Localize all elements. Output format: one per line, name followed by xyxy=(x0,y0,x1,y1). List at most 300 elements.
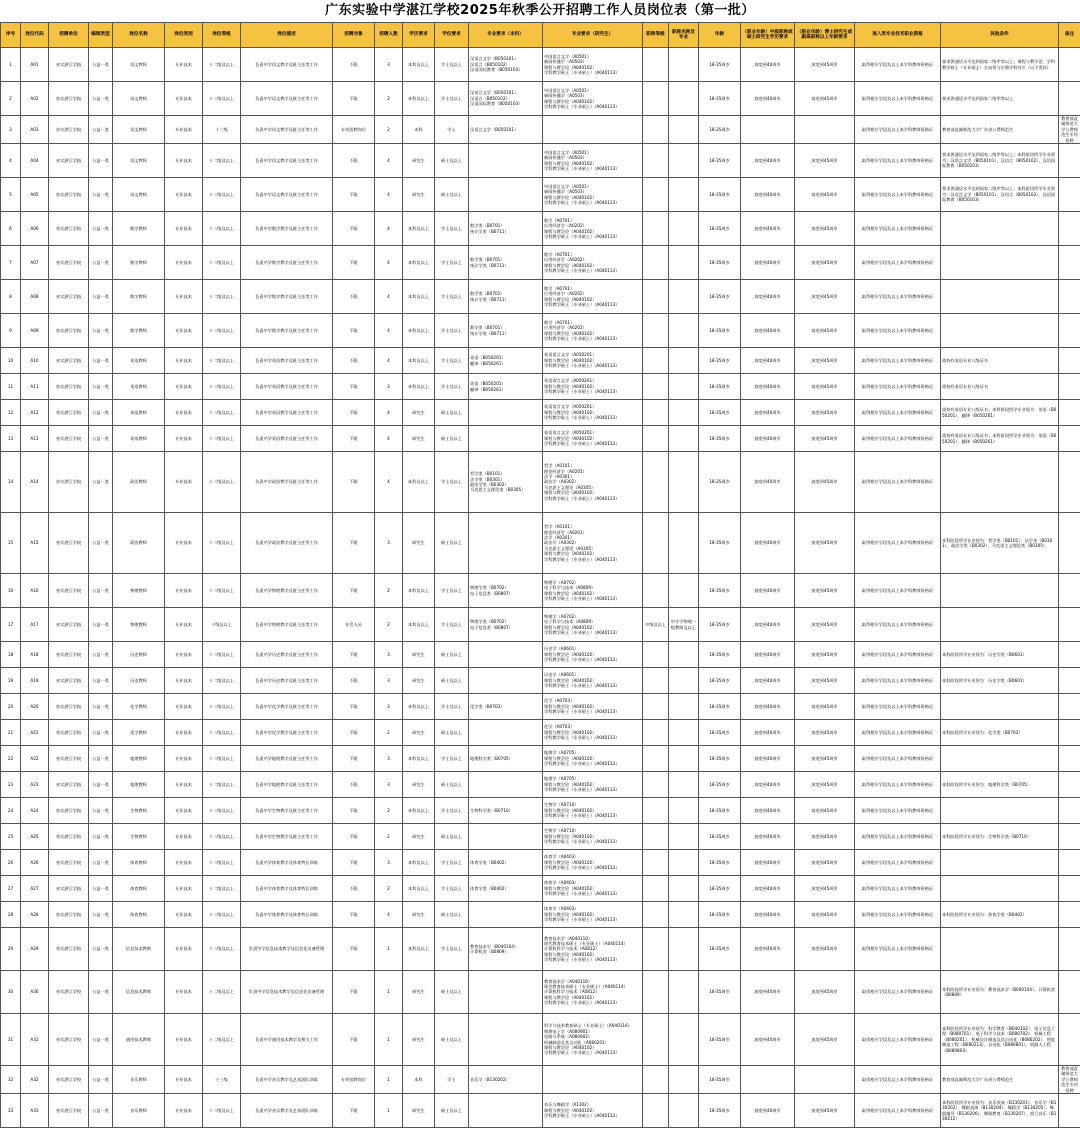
table-cell xyxy=(1059,246,1080,280)
table-cell: 本科及以上 xyxy=(403,746,435,772)
table-cell xyxy=(543,116,643,144)
table-cell: 社会人员 xyxy=(333,608,375,642)
table-cell: 本科阶段所学专业须为：科学教育（B040102）、电子信息工程（B080701）、电子科学与技术（B080702）、机械工程（B080201）、机械设计制造及其自动化（B080202）、智能制造工程（B080213）、自动化（B080801）、机器人工程（B080803） xyxy=(941,1014,1059,1066)
table-cell: 十二级及以上 xyxy=(203,513,241,574)
table-cell: 教育部直属师范大学公费师范生专项招聘 xyxy=(1059,1066,1080,1094)
table-cell: 化学教师 xyxy=(113,694,165,720)
table-cell: 18-35周岁 xyxy=(699,82,741,116)
table-cell: 取得相应学段及以上本学科教师资格证 xyxy=(855,824,941,850)
table-body xyxy=(1,48,1080,1128)
table-cell: 专业技术 xyxy=(165,971,203,1014)
table-cell: 公益一类 xyxy=(89,772,113,798)
table-cell: 公益一类 xyxy=(89,144,113,178)
table-cell: 学士及以上 xyxy=(435,82,469,116)
table-cell: A17 xyxy=(21,608,49,642)
table-cell: 学士及以上 xyxy=(435,212,469,246)
table-cell: 省实湛江学校 xyxy=(49,746,89,772)
table-cell: 负责中学通用技术教学及相关工作 xyxy=(241,1014,333,1066)
table-cell xyxy=(669,48,699,82)
table-cell: 省实湛江学校 xyxy=(49,772,89,798)
table-cell: 18-35周岁 xyxy=(699,798,741,824)
table-cell: 31 xyxy=(1,1014,21,1066)
table-cell: 不限 xyxy=(333,850,375,876)
table-cell: 十二级及以上 xyxy=(203,452,241,513)
table-cell: 专业技术 xyxy=(165,798,203,824)
table-cell: 取得相应学段及以上本学科教师资格证 xyxy=(855,720,941,746)
table-cell xyxy=(941,212,1059,246)
table-cell xyxy=(669,971,699,1014)
table-cell: 18-35周岁 xyxy=(699,746,741,772)
table-cell: 14 xyxy=(1,452,21,513)
table-cell: 不限 xyxy=(333,144,375,178)
table-cell: 学士及以上 xyxy=(435,876,469,902)
table-cell: 4 xyxy=(375,902,403,928)
table-cell: 专业技术 xyxy=(165,246,203,280)
table-cell xyxy=(643,850,669,876)
table-cell: 体育教师 xyxy=(113,902,165,928)
table-cell: 本科及以上 xyxy=(403,452,435,513)
table-cell: 26 xyxy=(1,850,21,876)
table-cell xyxy=(643,212,669,246)
table-cell: 16 xyxy=(1,574,21,608)
table-cell: 放宽到45周岁 xyxy=(795,971,855,1014)
column-header: 专业要求（研究生） xyxy=(543,23,643,48)
table-cell: 1 xyxy=(375,1066,403,1094)
table-cell: 3 xyxy=(375,48,403,82)
table-cell: 专业技术 xyxy=(165,314,203,348)
table-cell: 十二级及以上 xyxy=(203,668,241,694)
table-cell: 硕士及以上 xyxy=(435,513,469,574)
table-cell xyxy=(643,642,669,668)
table-cell xyxy=(469,642,543,668)
table-cell: 负责中学英语教学及班主任等工作 xyxy=(241,348,333,374)
table-cell: 十二级及以上 xyxy=(203,574,241,608)
table-cell xyxy=(1059,513,1080,574)
table-cell: 取得相应学段及以上本学科教师资格证 xyxy=(855,314,941,348)
table-cell: 学士及以上 xyxy=(435,374,469,400)
table-cell: 省实湛江学校 xyxy=(49,246,89,280)
table-cell: 公益一类 xyxy=(89,348,113,374)
table-cell: 中小学物理一级教师及以上 xyxy=(669,608,699,642)
table-cell: 专业技术 xyxy=(165,694,203,720)
table-cell: 放宽到40周岁 xyxy=(741,1094,795,1128)
table-cell: 十二级及以上 xyxy=(203,971,241,1014)
table-cell: 放宽到45周岁 xyxy=(795,246,855,280)
table-cell: 负责中学英语教学及班主任等工作 xyxy=(241,374,333,400)
table-cell: 历史学（A0601） 课程与教学论（A040102） 学科教学硕士（专业硕士）（A040113） xyxy=(543,642,643,668)
column-header: 岗位类别 xyxy=(165,23,203,48)
table-cell: 取得相应学段及以上本学科教师资格证 xyxy=(855,144,941,178)
table-cell: 研究生 xyxy=(403,144,435,178)
table-cell: A19 xyxy=(21,668,49,694)
table-cell: 放宽到40周岁 xyxy=(741,850,795,876)
table-cell: 数学类（B0701） 统计学类（B0711） xyxy=(469,246,543,280)
table-cell: 放宽到40周岁 xyxy=(741,928,795,971)
table-cell: 哲学（A0101） 理论经济学（A0201） 法学（A0301） 政治学（A0302） 马克思主义理论（A0305） 课程与教学论（A040102） 学科教学硕士（专业硕士）（A040113） xyxy=(543,513,643,574)
table-cell: A31 xyxy=(21,1014,49,1066)
table-cell: 负责中学数学教学及班主任等工作 xyxy=(241,212,333,246)
column-header: （职业年龄）中级职称或硕士研究生学历要求 xyxy=(741,23,795,48)
table-cell: 研究生 xyxy=(403,824,435,850)
table-row xyxy=(1,928,1080,971)
table-cell: 取得相应学段及以上本学科教师资格证 xyxy=(855,374,941,400)
table-cell: 数学教师 xyxy=(113,212,165,246)
table-row xyxy=(1,426,1080,452)
table-cell xyxy=(1059,824,1080,850)
table-cell: 十二级及以上 xyxy=(203,902,241,928)
table-cell: 2 xyxy=(375,876,403,902)
table-cell xyxy=(669,720,699,746)
table-cell: 取得相应学段及以上本学科教师资格证 xyxy=(855,400,941,426)
table-cell: 放宽到40周岁 xyxy=(741,798,795,824)
table-cell xyxy=(669,1094,699,1128)
table-cell: 音乐教师 xyxy=(113,1094,165,1128)
column-header: 职称等级 xyxy=(643,23,669,48)
table-cell: 公益一类 xyxy=(89,824,113,850)
table-cell: 专项招聘岗位 xyxy=(333,116,375,144)
table-cell: 省实湛江学校 xyxy=(49,1014,89,1066)
table-cell: 负责中学物理教学及班主任等工作 xyxy=(241,608,333,642)
table-cell xyxy=(1059,694,1080,720)
table-cell: 不限 xyxy=(333,574,375,608)
table-cell: 公益一类 xyxy=(89,513,113,574)
table-cell: 取得相应学段及以上本学科教师资格证 xyxy=(855,513,941,574)
table-cell: 不限 xyxy=(333,1094,375,1128)
table-cell: 省实湛江学校 xyxy=(49,212,89,246)
table-cell: A30 xyxy=(21,971,49,1014)
table-cell xyxy=(669,426,699,452)
table-cell: 放宽到40周岁 xyxy=(741,824,795,850)
table-cell: 十二级及以上 xyxy=(203,798,241,824)
column-header: 岗位名称 xyxy=(113,23,165,48)
table-cell: 十三级 xyxy=(203,116,241,144)
table-cell: A24 xyxy=(21,798,49,824)
table-cell: 本科阶段所学专业须为：地理科学类（B0705） xyxy=(941,772,1059,798)
table-cell: 2 xyxy=(375,116,403,144)
table-row xyxy=(1,1094,1080,1128)
table-cell: 英语教师 xyxy=(113,348,165,374)
column-header: 其他条件 xyxy=(941,23,1059,48)
table-cell: A10 xyxy=(21,348,49,374)
table-cell: 放宽到45周岁 xyxy=(795,452,855,513)
table-cell: 放宽到45周岁 xyxy=(795,1014,855,1066)
table-cell: 6 xyxy=(1,212,21,246)
table-cell: 18-35周岁 xyxy=(699,902,741,928)
table-cell: 取得相应学段及以上本学科教师资格证 xyxy=(855,178,941,212)
table-cell: 3 xyxy=(375,374,403,400)
table-cell: 取得相应学段及以上本学科教师资格证 xyxy=(855,694,941,720)
table-cell: 放宽到40周岁 xyxy=(741,212,795,246)
table-cell: A09 xyxy=(21,314,49,348)
table-cell: 本科及以上 xyxy=(403,928,435,971)
table-row xyxy=(1,144,1080,178)
header-row xyxy=(1,23,1080,48)
table-cell: 中国语言文学（A0501） 新闻传播学（A0503） 课程与教学论（A040102） 学科教学硕士（专业硕士）（A040113） xyxy=(543,178,643,212)
table-cell: 硕士及以上 xyxy=(435,178,469,212)
table-cell: 语文教师 xyxy=(113,144,165,178)
table-cell xyxy=(669,642,699,668)
table-cell: 不限 xyxy=(333,246,375,280)
table-cell: 放宽到45周岁 xyxy=(795,82,855,116)
table-cell: 十二级及以上 xyxy=(203,772,241,798)
table-cell: 本科阶段所学专业须为：教育技术学（B040104）、计算机类（B0809） xyxy=(941,971,1059,1014)
table-cell: 专项招聘岗位 xyxy=(333,1066,375,1094)
table-cell: 2 xyxy=(375,824,403,850)
table-cell xyxy=(1059,971,1080,1014)
table-cell: 放宽到45周岁 xyxy=(795,876,855,902)
table-cell: A32 xyxy=(21,1066,49,1094)
table-cell: A08 xyxy=(21,280,49,314)
table-cell: 省实湛江学校 xyxy=(49,608,89,642)
table-cell xyxy=(1059,314,1080,348)
table-cell: 放宽到45周岁 xyxy=(795,178,855,212)
table-row xyxy=(1,694,1080,720)
table-cell: 放宽到45周岁 xyxy=(795,144,855,178)
table-cell: A18 xyxy=(21,642,49,668)
table-cell: 英语教师 xyxy=(113,400,165,426)
table-cell: 本科阶段所学专业须为：生物科学类（B0710） xyxy=(941,824,1059,850)
column-header: 岗位代码 xyxy=(21,23,49,48)
table-cell xyxy=(1059,82,1080,116)
table-cell: 硕士及以上 xyxy=(435,426,469,452)
table-cell: 公益一类 xyxy=(89,574,113,608)
table-row xyxy=(1,824,1080,850)
table-cell: 硕士及以上 xyxy=(435,971,469,1014)
table-cell xyxy=(941,452,1059,513)
table-cell: 18-35周岁 xyxy=(699,280,741,314)
table-cell: 十二级及以上 xyxy=(203,850,241,876)
table-cell: 教育技术学（A040110） 现代教育技术硕士（专业硕士）（A040114） 计算机科学与技术（A0812） 课程与教学论（A040102） 学科教学硕士（专业硕士）（A040113） xyxy=(543,971,643,1014)
table-cell: A29 xyxy=(21,928,49,971)
table-cell: 省实湛江学校 xyxy=(49,798,89,824)
table-cell: 英语教师 xyxy=(113,426,165,452)
table-cell: 本科 xyxy=(403,1066,435,1094)
table-cell: 24 xyxy=(1,798,21,824)
table-cell xyxy=(1059,876,1080,902)
table-cell: 研究生 xyxy=(403,178,435,212)
table-cell xyxy=(669,314,699,348)
table-cell xyxy=(469,400,543,426)
positions-table xyxy=(0,22,1080,1128)
table-cell: 本科阶段所学专业须为：化学类（B0703） xyxy=(941,720,1059,746)
table-cell xyxy=(643,280,669,314)
table-cell: 物理学类（B0702） 电子信息类（B0807） xyxy=(469,574,543,608)
table-cell: 22 xyxy=(1,746,21,772)
table-cell: 公益一类 xyxy=(89,876,113,902)
table-cell xyxy=(941,928,1059,971)
table-cell: 不限 xyxy=(333,513,375,574)
table-cell xyxy=(643,144,669,178)
table-cell xyxy=(795,1066,855,1094)
table-cell xyxy=(469,902,543,928)
table-cell: 不限 xyxy=(333,82,375,116)
table-cell xyxy=(669,772,699,798)
table-cell xyxy=(643,400,669,426)
table-cell: 放宽到40周岁 xyxy=(741,82,795,116)
table-cell: 18-35周岁 xyxy=(699,246,741,280)
table-row xyxy=(1,280,1080,314)
table-cell: 中国语言文学（A0501） 新闻传播学（A0503） 课程与教学论（A040102） 学科教学硕士（专业硕士）（A040113） xyxy=(543,82,643,116)
table-cell: 4 xyxy=(375,400,403,426)
table-cell: 十二级及以上 xyxy=(203,82,241,116)
table-cell: 18-35周岁 xyxy=(699,374,741,400)
table-cell: 硕士及以上 xyxy=(435,642,469,668)
table-cell xyxy=(643,426,669,452)
table-cell: 不限 xyxy=(333,280,375,314)
table-cell: 负责中学数学教学及班主任等工作 xyxy=(241,246,333,280)
table-cell: 23 xyxy=(1,772,21,798)
table-cell: 不限 xyxy=(333,426,375,452)
table-row xyxy=(1,574,1080,608)
table-cell: A27 xyxy=(21,876,49,902)
table-cell: 学士及以上 xyxy=(435,280,469,314)
table-cell xyxy=(941,876,1059,902)
table-cell: 十二级及以上 xyxy=(203,348,241,374)
table-cell xyxy=(669,246,699,280)
table-cell: 十二级及以上 xyxy=(203,824,241,850)
table-cell: 9 xyxy=(1,314,21,348)
table-cell: 本科及以上 xyxy=(403,348,435,374)
table-cell xyxy=(669,876,699,902)
table-cell: 取得相应学段及以上本学科教师资格证 xyxy=(855,116,941,144)
table-cell: 25 xyxy=(1,824,21,850)
table-cell: 省实湛江学校 xyxy=(49,280,89,314)
table-cell: 取得相应学段及以上本学科教师资格证 xyxy=(855,426,941,452)
table-cell: 硕士及以上 xyxy=(435,144,469,178)
table-cell: 语文教师 xyxy=(113,48,165,82)
column-header: 招聘对象 xyxy=(333,23,375,48)
table-cell xyxy=(669,746,699,772)
table-cell xyxy=(669,374,699,400)
table-cell xyxy=(669,1014,699,1066)
table-cell: 不限 xyxy=(333,642,375,668)
table-cell: 18-35周岁 xyxy=(699,1066,741,1094)
table-cell: 十二级及以上 xyxy=(203,400,241,426)
table-cell: 学士 xyxy=(435,116,469,144)
table-cell: 公益一类 xyxy=(89,902,113,928)
table-cell: 负责中学信息技术教学及信息化设备管理 xyxy=(241,928,333,971)
table-cell xyxy=(795,116,855,144)
table-cell: 学士及以上 xyxy=(435,574,469,608)
table-cell: 不限 xyxy=(333,48,375,82)
table-cell: 取得相应学段及以上本学科教师资格证 xyxy=(855,1014,941,1066)
table-cell: 数学类（B0701） 统计学类（B0711） xyxy=(469,280,543,314)
table-cell: 放宽到45周岁 xyxy=(795,513,855,574)
table-cell: 公益一类 xyxy=(89,314,113,348)
table-cell xyxy=(643,1066,669,1094)
table-cell: 公益一类 xyxy=(89,280,113,314)
table-cell: 放宽到45周岁 xyxy=(795,1094,855,1128)
table-cell: 32 xyxy=(1,1066,21,1094)
table-cell: 取得相应学段及以上本学科教师资格证 xyxy=(855,798,941,824)
table-cell: 专业技术 xyxy=(165,850,203,876)
table-cell: 取得相应学段及以上本学科教师资格证 xyxy=(855,246,941,280)
table-cell: 地理科学类（B0705） xyxy=(469,746,543,772)
table-cell xyxy=(643,928,669,971)
table-row xyxy=(1,212,1080,246)
table-cell: 体育学（A0403） 课程与教学论（A040102） 学科教学硕士（专业硕士）（A040113） xyxy=(543,876,643,902)
column-header: 序号 xyxy=(1,23,21,48)
column-header: 学历要求 xyxy=(403,23,435,48)
table-row xyxy=(1,400,1080,426)
table-cell: 专业技术 xyxy=(165,876,203,902)
table-cell: 生物教师 xyxy=(113,824,165,850)
table-cell xyxy=(469,513,543,574)
table-cell: 数学类（B0701） 统计学类（B0711） xyxy=(469,314,543,348)
table-cell: 硕士及以上 xyxy=(435,902,469,928)
table-cell xyxy=(643,720,669,746)
table-cell xyxy=(643,971,669,1014)
table-cell: 需持有英语专业八级证书；本科阶段所学专业须为：英语（B050201）、翻译（B050261） xyxy=(941,400,1059,426)
table-cell: 生物科学类（B0710） xyxy=(469,798,543,824)
table-cell: 放宽到45周岁 xyxy=(795,400,855,426)
table-cell: 4 xyxy=(375,246,403,280)
table-cell xyxy=(1059,668,1080,694)
table-cell xyxy=(669,574,699,608)
table-cell xyxy=(643,348,669,374)
table-cell: 放宽到45周岁 xyxy=(795,668,855,694)
column-header: 招聘单位 xyxy=(49,23,89,48)
table-cell: 省实湛江学校 xyxy=(49,374,89,400)
table-cell: 3 xyxy=(375,642,403,668)
table-cell: 7 xyxy=(1,246,21,280)
table-cell: 放宽到40周岁 xyxy=(741,876,795,902)
table-cell xyxy=(1059,452,1080,513)
table-cell: 本科阶段所学专业须为：音乐表演（B130201）、音乐学（B130202）、舞蹈表演（B130204）、舞蹈学（B130205）、舞蹈编导（B130206）、舞蹈教育（B130207）、流行音乐（B130212） xyxy=(941,1094,1059,1128)
table-cell: 语文教师 xyxy=(113,116,165,144)
table-cell: 负责中学历史教学及班主任等工作 xyxy=(241,642,333,668)
table-cell: 数学（A0701） 应用经济学（A0202） 课程与教学论（A040102） 学科教学硕士（专业硕士）（A040113） xyxy=(543,212,643,246)
table-cell: 公益一类 xyxy=(89,1014,113,1066)
table-cell: 放宽到45周岁 xyxy=(795,824,855,850)
table-cell: 教育技术学（A040110） 现代教育技术硕士（专业硕士）（A040114） 计算机科学与技术（A0812） 课程与教学论（A040102） 学科教学硕士（专业硕士）（A040113） xyxy=(543,928,643,971)
column-header: 编制类型 xyxy=(89,23,113,48)
table-cell: 放宽到40周岁 xyxy=(741,642,795,668)
table-cell: 放宽到45周岁 xyxy=(795,212,855,246)
table-cell: 本科及以上 xyxy=(403,694,435,720)
table-cell: 取得相应学段及以上本学科教师资格证 xyxy=(855,772,941,798)
table-cell xyxy=(643,772,669,798)
table-cell xyxy=(643,178,669,212)
table-cell xyxy=(643,314,669,348)
table-cell: 18-35周岁 xyxy=(699,876,741,902)
table-cell: 取得相应学段及以上本学科教师资格证 xyxy=(855,212,941,246)
table-cell: 省实湛江学校 xyxy=(49,116,89,144)
table-cell: 英语语言文学（A050201） 课程与教学论（A040102） 学科教学硕士（专业硕士）（A040113） xyxy=(543,400,643,426)
table-cell: 公益一类 xyxy=(89,608,113,642)
table-row xyxy=(1,1014,1080,1066)
table-cell xyxy=(669,144,699,178)
table-cell: 取得相应学段及以上本学科教师资格证 xyxy=(855,746,941,772)
table-cell: 公益一类 xyxy=(89,178,113,212)
table-cell: 十二级及以上 xyxy=(203,178,241,212)
table-cell: 专业技术 xyxy=(165,824,203,850)
table-cell: 专业技术 xyxy=(165,48,203,82)
table-cell: 不限 xyxy=(333,720,375,746)
table-cell xyxy=(469,144,543,178)
table-cell: 需持有英语专业八级证书 xyxy=(941,348,1059,374)
table-cell: 放宽到45周岁 xyxy=(795,694,855,720)
table-cell: 18-35周岁 xyxy=(699,426,741,452)
table-cell: 本科及以上 xyxy=(403,374,435,400)
table-cell: 专业技术 xyxy=(165,374,203,400)
table-cell: 硕士及以上 xyxy=(435,1014,469,1066)
table-cell: 数学类（B0701） 统计学类（B0711） xyxy=(469,212,543,246)
table-cell: 取得相应学段及以上本学科教师资格证 xyxy=(855,1094,941,1128)
table-cell: 专业技术 xyxy=(165,116,203,144)
table-cell: 硕士及以上 xyxy=(435,720,469,746)
table-cell: A11 xyxy=(21,374,49,400)
